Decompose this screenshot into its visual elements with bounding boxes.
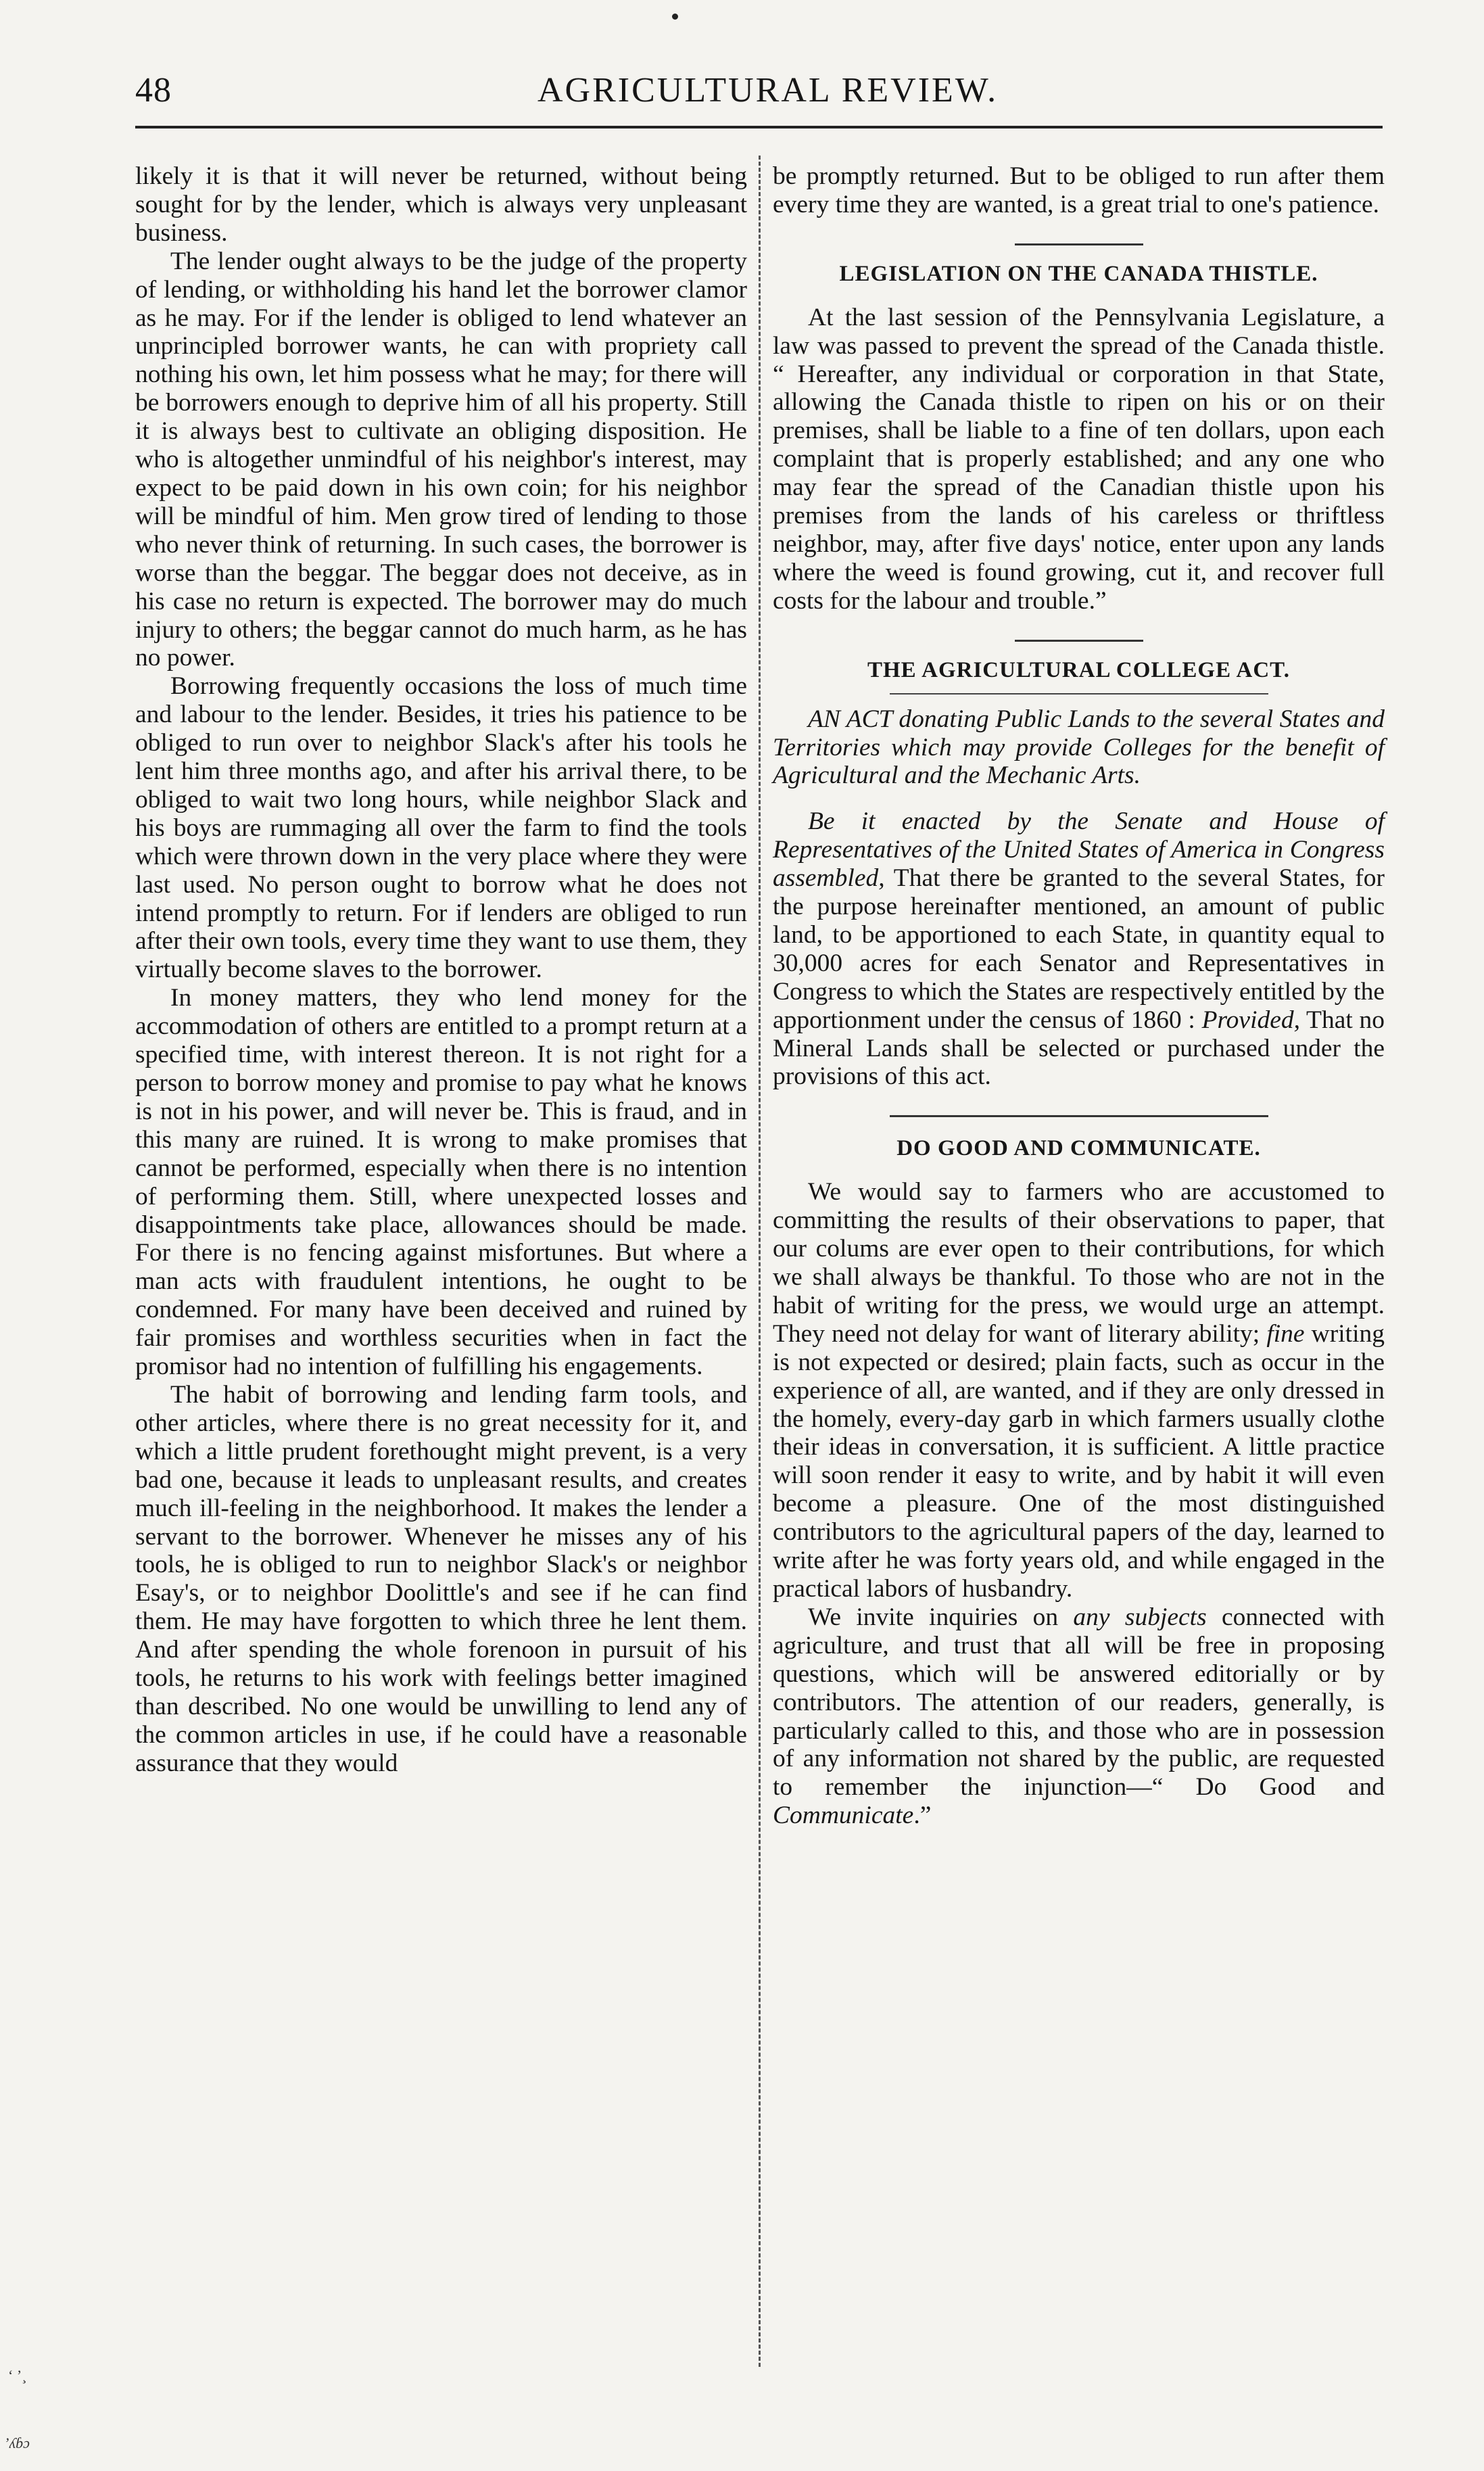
act-text-end: That no Mineral Lands shall be selected or purchased under the provisions of this act. xyxy=(773,1006,1385,1091)
margin-mark: ’ʎɓɔ xyxy=(4,2434,30,2451)
margin-mark: ‘ ’¸ xyxy=(8,2367,27,2384)
text-run: .” xyxy=(913,1802,932,1830)
text-run: connected with agriculture, and trust that all will be free in proposing questions, which will be answered editorially or by contributors. The attention of our readers, generally, is particularly called to this, and those who are in possession of any information not shared by the public, are requested to remember the injunction—“ Do Good and xyxy=(773,1603,1385,1802)
paragraph: At the last session of the Pennsylvania Legislature, a law was passed to prevent the spread of the Canada thistle. “ Hereafter, any individual or corporation in that State, allowing the Canada thistle to ripen on his or on their premises, shall be liable to a fine of ten dollars, upon each complaint that is properly established; and any one who may fear the spread of the Canadian thistle upon his premises from the lands of his careless or thriftless neighbor, may, after five days' notice, enter upon any lands where the weed is found growing, cut it, and recover full costs for the labour and trouble.” xyxy=(773,303,1385,615)
page-number: 48 xyxy=(135,71,172,110)
proviso-word: Provided, xyxy=(1201,1006,1301,1034)
paragraph xyxy=(773,1603,1385,1830)
right-column xyxy=(773,162,1385,1830)
paragraph: The habit of borrowing and lending farm tools, and other articles, where there is no great necessity for it, and which a little prudent forethought might prevent, is a very bad one, because it leads to unpleasant results, and creates much ill-feeling in the neighborhood. It makes the lender a servant to the borrower. Whenever he misses any of his tools, he is obliged to run to neighbor Slack's or neighbor Esay's, or to neighbor Doolittle's and see if he can find them. He may have forgotten to which three he lent them. And after spending the whole forenoon in pursuit of his tools, he returns to his work with feelings better imagined than described. No one would be unwilling to lend any of the common articles in use, if he could have a reasonable assurance that they would xyxy=(135,1380,747,1777)
section-heading: LEGISLATION ON THE CANADA THISTLE. xyxy=(839,261,1318,286)
section-divider xyxy=(1015,243,1143,245)
paragraph xyxy=(773,162,1385,219)
paragraph: Borrowing frequently occasions the loss of much time and labour to the lender. Besides, it tries his patience to be obliged to run over to neighbor Slack's after his tools he lent him three months ago, and after his arrival there, to be obliged to wait two long hours, while neighbor Slack and his boys are rummaging all over the farm to find the tools which were thrown down in the very place where they were last used. No person ought to borrow what he does not intend promptly to return. For if lenders are obliged to run after their own tools, every time they want to use them, they virtually become slaves to the borrower. xyxy=(135,672,747,984)
enacting-clause: Be it enacted by the Senate and House of Representatives of the United States of America in Congress assembled, xyxy=(773,807,1385,893)
paragraph: In money matters, they who lend money for the accommodation of others are entitled to a prompt return at a specified time, with interest thereon. It is not right for a person to borrow money and promise to pay what he knows is not in his power, and will never be. This is fraud, and in this many are ruined. It is wrong to make promises that cannot be performed, especially when there is no intention of performing them. Still, where unexpected losses and disappointments take place, allowances should be made. For there is no fencing against misfortunes. But where a man acts with fraudulent intentions, he ought to be condemned. For many have been deceived and ruined by fair promises and worthless securities when in fact the promisor had no intention of fulfilling his engagements. xyxy=(135,984,747,1381)
act-title: AN ACT donating Public Lands to the several States and Territories which may provide Colleges for the benefit of Agricultural and the Mechanic Arts. xyxy=(773,705,1385,790)
running-title: AGRICULTURAL REVIEW. xyxy=(537,71,999,110)
paragraph xyxy=(773,807,1385,1091)
italic-phrase: any subjects xyxy=(1073,1603,1207,1631)
section-heading: DO GOOD AND COMMUNICATE. xyxy=(896,1136,1261,1161)
continuation-text: be promptly returned. But to be obliged to run after them every time they are wanted, is a great trial to one's patience. xyxy=(773,162,1385,218)
paragraph xyxy=(773,1178,1385,1603)
act-text: That there be granted to the several States, for the purpose hereinafter mentioned, an amount of public land, to be apportioned to each State, in quantity equal to 30,000 acres for each Senator and Representatives in Congress to which the States are respectively entitled by the apportionment under the census of 1860 : xyxy=(773,864,1385,1034)
italic-word: fine xyxy=(1266,1319,1305,1348)
section-divider xyxy=(1015,640,1143,642)
header-rule xyxy=(135,126,1383,128)
text-run: We invite inquiries on xyxy=(808,1603,1074,1631)
left-column xyxy=(135,162,747,1778)
column-divider xyxy=(759,156,761,2367)
section-divider xyxy=(890,1115,1268,1117)
text-run: We would say to farmers who are accustomed to committing the results of their observations to paper, that our colums are ever open to their contributions, for which we shall always be thankful. To those who are not in the habit of writing for the press, we would urge an attempt. They need not delay for want of literary ability; xyxy=(773,1178,1385,1348)
italic-word: Communicate xyxy=(773,1802,914,1830)
paragraph: The lender ought always to be the judge of the property of lending, or withholding his hand let the borrower clamor as he may. For if the lender is obliged to lend whatever an unprincipled borrower wants, he can with propriety call nothing his own, let him possess what he may; for there will be borrowers enough to deprive him of all his property. Still it is always best to cultivate an obliging disposition. He who is altogether unmindful of his neighbor's interest, may expect to be paid down in his own coin; for his neighbor will be mindful of him. Men grow tired of lending to those who never think of returning. In such cases, the borrower is worse than the beggar. The beggar does not deceive, as in his case no return is expected. The borrower may do much injury to others; the beggar cannot do much harm, as he has no power. xyxy=(135,247,747,672)
print-dot xyxy=(672,14,678,20)
heading-underline xyxy=(890,693,1268,695)
text-run: writing is not expected or desired; plain facts, such as occur in the experience of all, are wanted, and if they are only dressed in the homely, every-day garb in which farmers usually clothe their ideas in conversation, it is sufficient. A little practice will soon render it easy to write, and by habit it will even become a pleasure. One of the most distinguished contributors to the agricultural papers of the day, learned to write after he was forty years old, and while engaged in the practical labors of husbandry. xyxy=(773,1319,1385,1603)
section-heading: THE AGRICULTURAL COLLEGE ACT. xyxy=(867,657,1290,682)
paragraph: likely it is that it will never be returned, without being sought for by the lender, which is always very unpleasant business. xyxy=(135,162,747,247)
